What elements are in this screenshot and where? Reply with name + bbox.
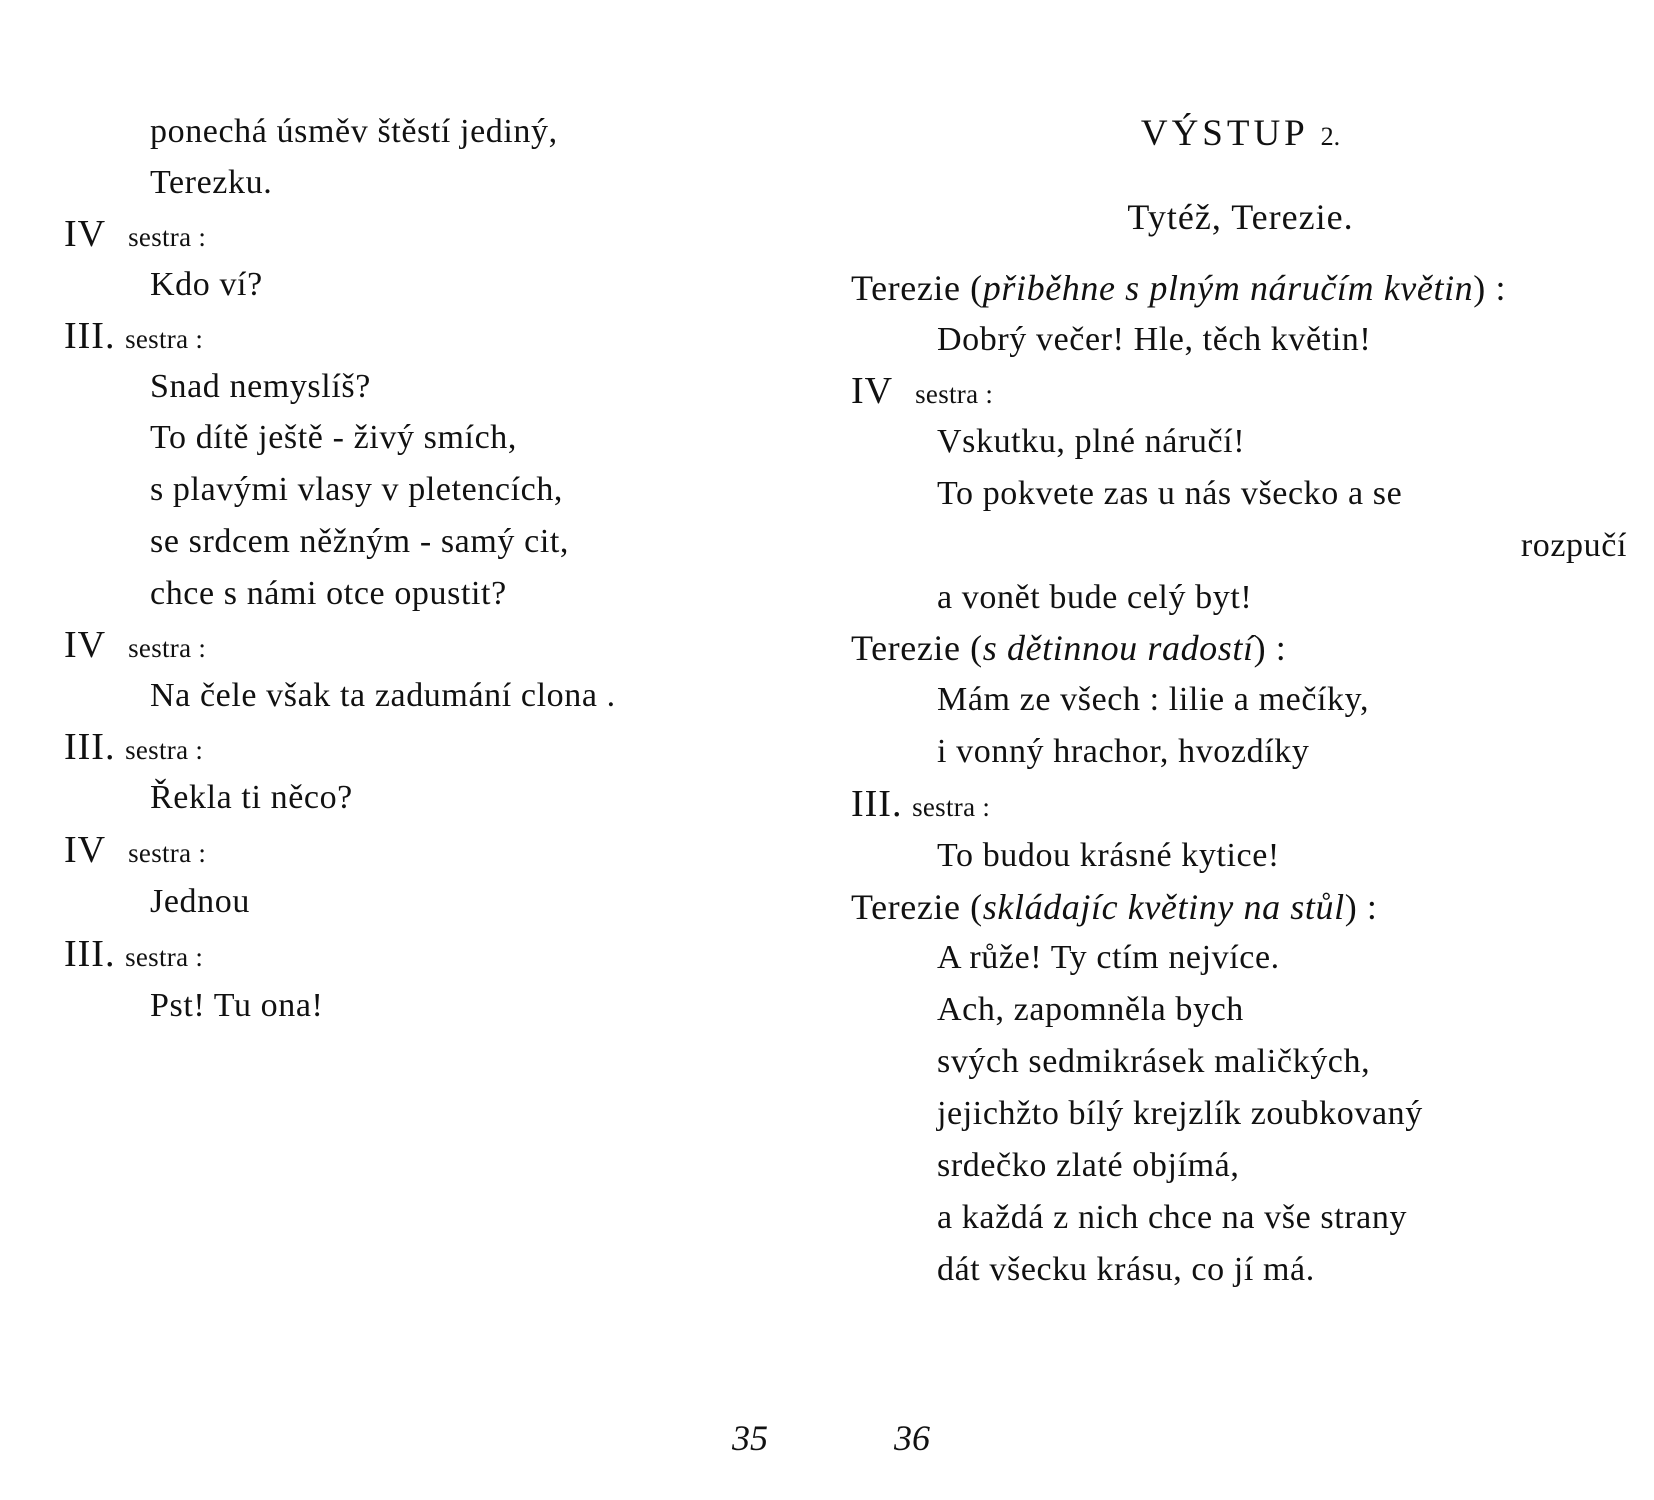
speaker-label bbox=[64, 625, 206, 668]
speaker-label bbox=[64, 316, 203, 359]
verse-line: chce s námi otce opustit? bbox=[150, 575, 507, 612]
speaker-number: IV bbox=[851, 370, 894, 412]
verse-line: Pst! Tu ona! bbox=[150, 987, 324, 1024]
speaker-label bbox=[851, 887, 1377, 927]
verse-line: i vonný hrachor, hvozdíky bbox=[937, 733, 1310, 770]
verse-continuation: rozpučí bbox=[1520, 527, 1627, 564]
scene-cast: Tytéž, Terezie. bbox=[1127, 197, 1354, 237]
verse-line: Vskutku, plné náručí! bbox=[937, 423, 1246, 460]
speaker-close: ) : bbox=[1473, 268, 1507, 308]
speaker-name: Terezie ( bbox=[851, 628, 983, 668]
speaker-role: sestra : bbox=[915, 379, 994, 409]
verse-line: dát všecku krásu, co jí má. bbox=[937, 1251, 1315, 1288]
speaker-close: ) : bbox=[1253, 628, 1287, 668]
stage-direction: s dětinnou radostí bbox=[982, 628, 1254, 668]
verse-line: Ach, zapomněla bych bbox=[937, 991, 1244, 1028]
speaker-role: sestra : bbox=[128, 633, 207, 663]
speaker-label bbox=[851, 628, 1286, 668]
verse-line: Na čele však ta zadumání clona . bbox=[150, 677, 616, 714]
speaker-label bbox=[851, 268, 1506, 308]
speaker-name: Terezie ( bbox=[851, 887, 983, 927]
speaker-role: sestra : bbox=[125, 324, 204, 354]
speaker-role: sestra : bbox=[912, 792, 991, 822]
speaker-role: sestra : bbox=[125, 942, 204, 972]
verse-line: To pokvete zas u nás všecko a se bbox=[937, 475, 1403, 512]
verse-line: To dítě ještě - živý smích, bbox=[150, 419, 517, 456]
speaker-name: Terezie ( bbox=[851, 268, 983, 308]
speaker-number: III. bbox=[64, 315, 116, 357]
right-page-lines bbox=[827, 0, 1654, 1500]
speaker-label bbox=[64, 934, 203, 977]
stage-direction: přiběhne s plným náručím květin bbox=[982, 268, 1474, 308]
scene-title-text: VÝSTUP bbox=[1140, 113, 1308, 154]
page-number: 35 bbox=[732, 1418, 768, 1458]
speaker-close: ) : bbox=[1344, 887, 1378, 927]
speaker-number: IV bbox=[64, 829, 107, 871]
stage-direction: skládajíc květiny na stůl bbox=[982, 887, 1345, 927]
speaker-number: III. bbox=[64, 726, 116, 768]
speaker-number: IV bbox=[64, 624, 107, 666]
speaker-label bbox=[851, 784, 990, 827]
verse-line: ponechá úsměv štěstí jediný, bbox=[150, 113, 558, 150]
scene-number: 2. bbox=[1320, 122, 1341, 151]
speaker-role: sestra : bbox=[125, 735, 204, 765]
verse-line: a vonět bude celý byt! bbox=[937, 579, 1253, 616]
page-number: 36 bbox=[894, 1418, 930, 1458]
verse-line: Kdo ví? bbox=[150, 266, 263, 303]
speaker-number: III. bbox=[851, 783, 903, 825]
verse-line: Řekla ti něco? bbox=[150, 779, 353, 816]
verse-line: srdečko zlaté objímá, bbox=[937, 1147, 1240, 1184]
speaker-role: sestra : bbox=[128, 222, 207, 252]
speaker-label bbox=[64, 214, 206, 257]
verse-line: Jednou bbox=[150, 883, 250, 920]
verse-line: jejichžto bílý krejzlík zoubkovaný bbox=[937, 1095, 1423, 1132]
verse-line: Dobrý večer! Hle, těch květin! bbox=[937, 321, 1372, 358]
verse-line: a každá z nich chce na vše strany bbox=[937, 1199, 1408, 1236]
speaker-role: sestra : bbox=[128, 838, 207, 868]
verse-line: Snad nemyslíš? bbox=[150, 368, 371, 405]
speaker-label bbox=[851, 371, 993, 414]
verse-line: A růže! Ty ctím nejvíce. bbox=[937, 939, 1280, 976]
left-page-lines bbox=[0, 0, 820, 1500]
verse-line: s plavými vlasy v pletencích, bbox=[150, 471, 564, 508]
speaker-label bbox=[64, 727, 203, 770]
left-page bbox=[0, 0, 820, 1500]
speaker-number: III. bbox=[64, 933, 116, 975]
right-page bbox=[827, 0, 1654, 1500]
verse-line: To budou krásné kytice! bbox=[937, 837, 1280, 874]
verse-line: svých sedmikrásek maličkých, bbox=[937, 1043, 1371, 1080]
verse-line: Mám ze všech : lilie a mečíky, bbox=[937, 681, 1370, 718]
verse-line: Terezku. bbox=[150, 164, 273, 201]
verse-line: se srdcem něžným - samý cit, bbox=[150, 523, 570, 560]
speaker-label bbox=[64, 830, 206, 873]
speaker-number: IV bbox=[64, 213, 107, 255]
